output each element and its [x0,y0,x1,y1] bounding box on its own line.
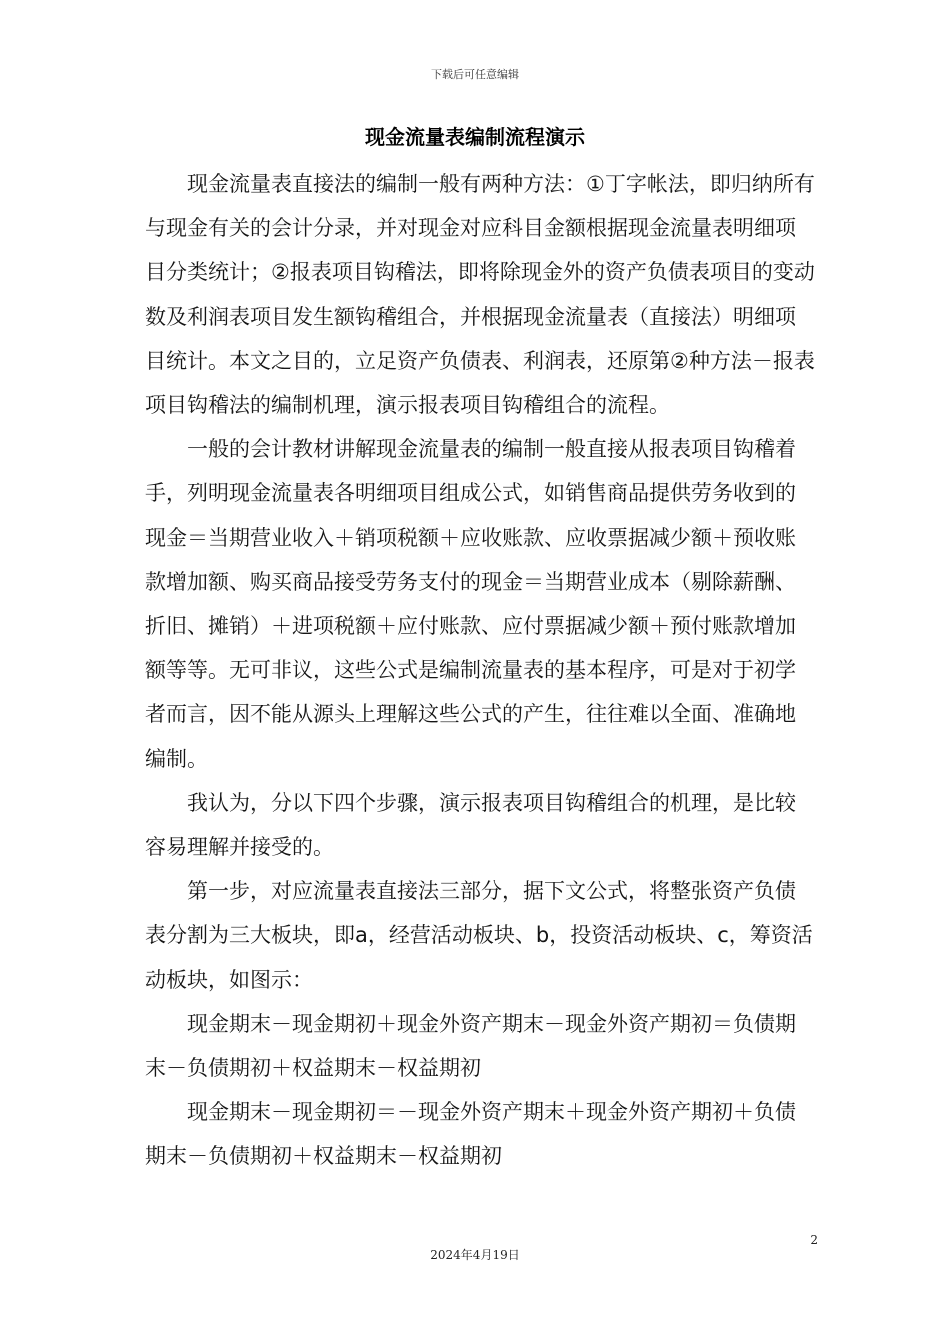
document-body [145,162,815,1179]
header-note: 下载后可任意编辑 [431,68,519,81]
footer-date: 2024年4月19日 [430,1248,520,1262]
formula-one: 现金期末－现金期初＋现金外资产期末－现金外资产期初＝负债期末－负债期初＋权益期末－权益期初 [145,1011,796,1081]
paragraph-four-steps: 我认为，分以下四个步骤，演示报表项目钩稽组合的机理，是比较容易理解并接受的。 [145,790,796,860]
paragraph-intro: 现金流量表直接法的编制一般有两种方法：①丁字帐法，即归纳所有与现金有关的会计分录，并对现金对应科目金额根据现金流量表明细项目分类统计；②报表项目钩稽法，即将除现金外的资产负债表项目的变动数及利润表项目发生额钩稽组合，并根据现金流量表（直接法）明细项目统计。本文之目的，立足资产负债表、利润表，还原第②种方法－报表项目钩稽法的编制机理，演示报表项目钩稽组合的流程。 [145,172,815,418]
document-title: 现金流量表编制流程演示 [365,125,585,149]
paragraph-step-one: 第一步，对应流量表直接法三部分，据下文公式，将整张资产负债表分割为三大板块，即a，经营活动板块、b，投资活动板块、c，筹资活动板块，如图示： [145,879,813,992]
formula-two: 现金期末－现金期初＝－现金外资产期末＋现金外资产期初＋负债期末－负债期初＋权益期末－权益期初 [145,1100,796,1169]
page-number: 2 [810,1233,818,1247]
paragraph-textbook: 一般的会计教材讲解现金流量表的编制一般直接从报表项目钩稽着手，列明现金流量表各明细项目组成公式，如销售商品提供劳务收到的现金＝当期营业收入＋销项税额＋应收账款、应收票据减少额＋预收账款增加额、购买商品接受劳务支付的现金＝当期营业成本（剔除薪酬、折旧、摊销）＋进项税额＋应付账款、应付票据减少额＋预付账款增加额等等。无可非议，这些公式是编制流量表的基本程序，可是对于初学者而言，因不能从源头上理解这些公式的产生，往往难以全面、准确地编制。 [145,437,796,771]
